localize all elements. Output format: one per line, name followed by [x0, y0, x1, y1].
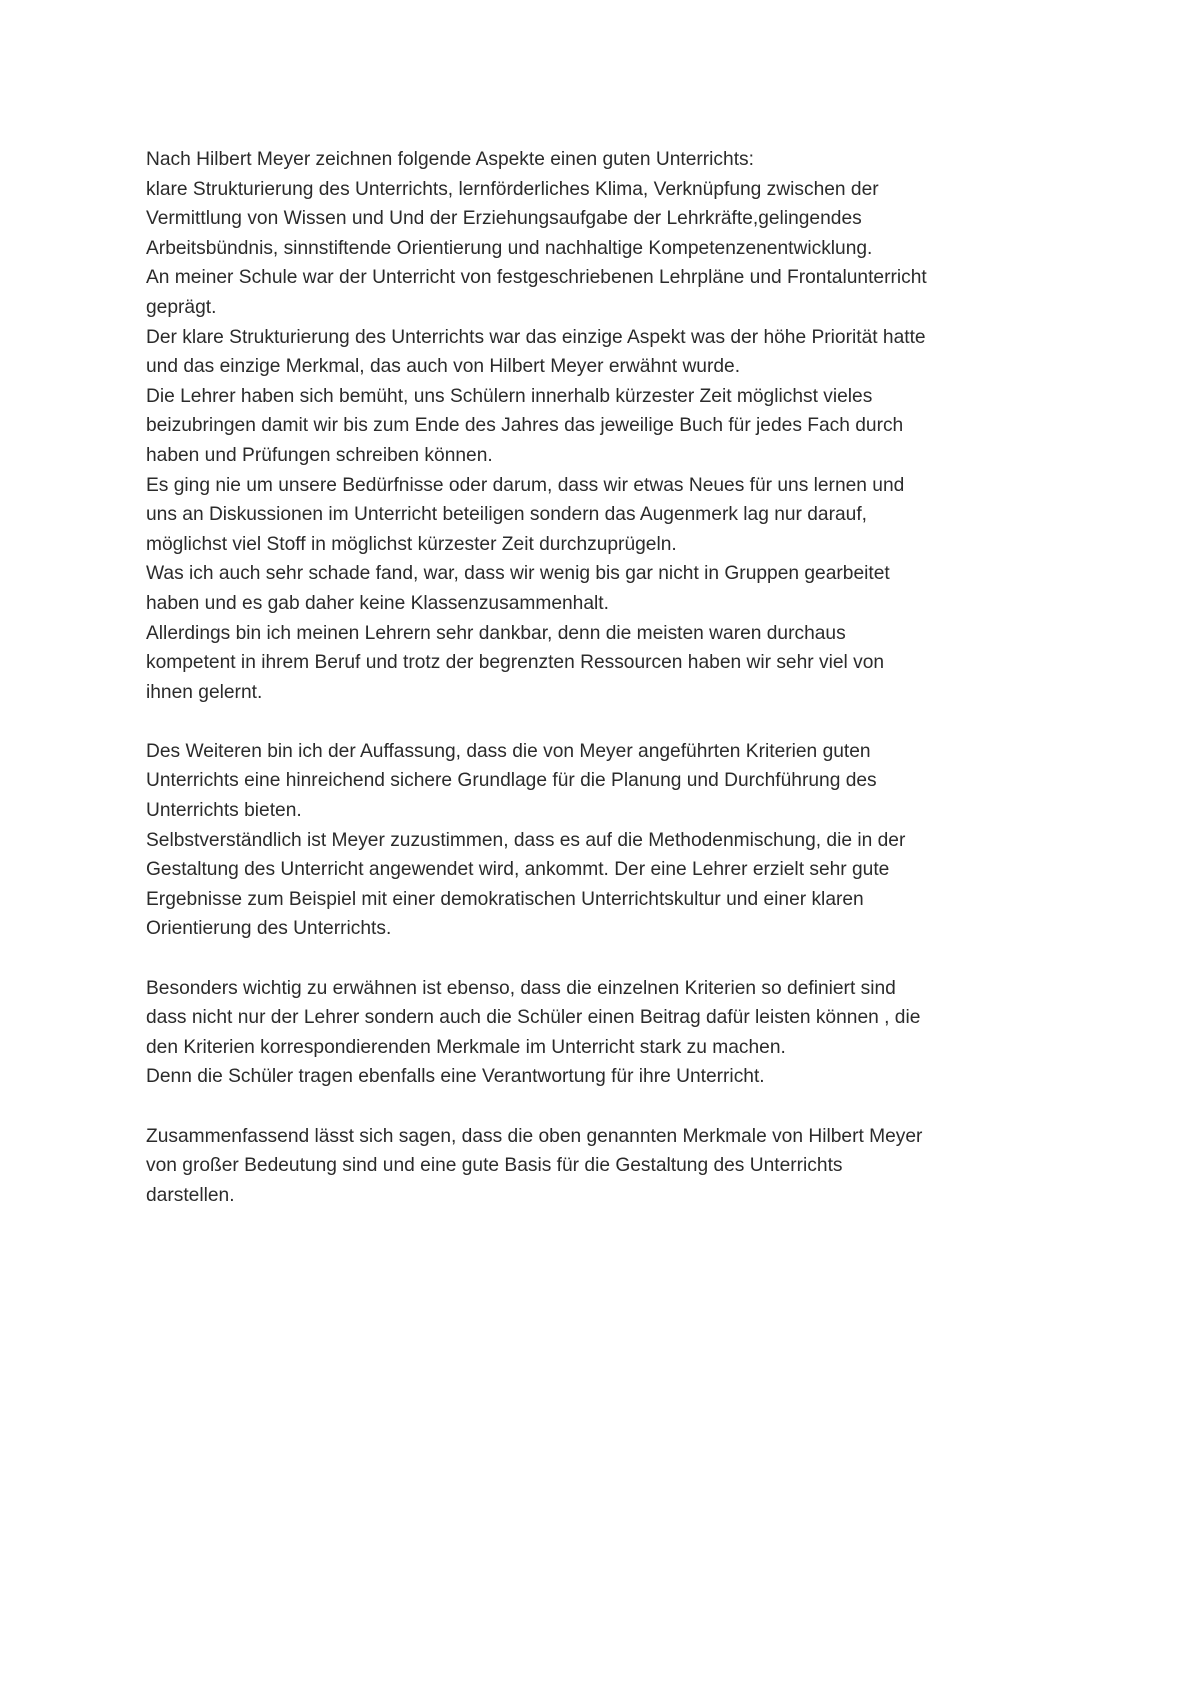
text-line: uns an Diskussionen im Unterricht beteiligen sondern das Augenmerk lag nur darauf,	[146, 504, 868, 526]
paragraph-conclusion	[146, 1122, 1066, 1211]
text-line: Vermittlung von Wissen und Und der Erziehungsaufgabe der Lehrkräfte,gelingendes	[146, 208, 862, 230]
text-line: Gestaltung des Unterricht angewendet wird, ankommt. Der eine Lehrer erzielt sehr gute	[146, 859, 890, 881]
text-line: darstellen.	[146, 1184, 235, 1206]
text-line: klare Strukturierung des Unterrichts, lernförderliches Klima, Verknüpfung zwischen der	[146, 178, 879, 200]
text-line: Ergebnisse zum Beispiel mit einer demokratischen Unterrichtskultur und einer klaren	[146, 888, 864, 910]
paragraph-gap	[146, 1092, 1066, 1122]
text-line: kompetent in ihrem Beruf und trotz der begrenzten Ressourcen haben wir sehr viel von	[146, 652, 885, 674]
paragraph-gap	[146, 707, 1066, 737]
text-line: Nach Hilbert Meyer zeichnen folgende Aspekte einen guten Unterrichts:	[146, 149, 754, 170]
text-line: Besonders wichtig zu erwähnen ist ebenso, dass die einzelnen Kriterien so definiert sind	[146, 977, 896, 999]
text-line: haben und es gab daher keine Klassenzusammenhalt.	[146, 592, 609, 614]
document-body	[146, 145, 1066, 1210]
text-line: haben und Prüfungen schreiben können.	[146, 444, 493, 466]
paragraph-criteria	[146, 974, 1066, 1092]
text-line: möglichst viel Stoff in möglichst kürzester Zeit durchzuprügeln.	[146, 533, 677, 555]
text-line: Was ich auch sehr schade fand, war, dass wir wenig bis gar nicht in Gruppen gearbeitet	[146, 563, 890, 585]
paragraph-assessment	[146, 737, 1066, 944]
text-line: ihnen gelernt.	[146, 681, 263, 703]
text-line: Denn die Schüler tragen ebenfalls eine Verantwortung für ihre Unterricht.	[146, 1066, 765, 1088]
text-line: den Kriterien korrespondierenden Merkmale im Unterricht stark zu machen.	[146, 1036, 786, 1058]
text-line: Unterrichts eine hinreichend sichere Grundlage für die Planung und Durchführung des	[146, 770, 877, 792]
text-line: Es ging nie um unsere Bedürfnisse oder darum, dass wir etwas Neues für uns lernen und	[146, 474, 905, 496]
text-line: dass nicht nur der Lehrer sondern auch die Schüler einen Beitrag dafür leisten können , die	[146, 1007, 921, 1029]
text-line: Arbeitsbündnis, sinnstiftende Orientierung und nachhaltige Kompetenzenentwicklung.	[146, 237, 873, 259]
text-line: Des Weiteren bin ich der Auffassung, dass die von Meyer angeführten Kriterien guten	[146, 740, 871, 762]
text-line: und das einzige Merkmal, das auch von Hilbert Meyer erwähnt wurde.	[146, 356, 741, 378]
text-line: Die Lehrer haben sich bemüht, uns Schülern innerhalb kürzester Zeit möglichst vieles	[146, 385, 873, 407]
paragraph-intro	[146, 145, 1066, 707]
paragraph-gap	[146, 944, 1066, 974]
text-line: von großer Bedeutung sind und eine gute Basis für die Gestaltung des Unterrichts	[146, 1155, 843, 1177]
text-line: Der klare Strukturierung des Unterrichts war das einzige Aspekt was der höhe Priorität hatte	[146, 326, 926, 348]
text-line: Zusammenfassend lässt sich sagen, dass die oben genannten Merkmale von Hilbert Meyer	[146, 1125, 923, 1147]
text-line: beizubringen damit wir bis zum Ende des Jahres das jeweilige Buch für jedes Fach durch	[146, 415, 904, 437]
text-line: Allerdings bin ich meinen Lehrern sehr dankbar, denn die meisten waren durchaus	[146, 622, 846, 644]
text-line: geprägt.	[146, 296, 217, 318]
text-line: Selbstverständlich ist Meyer zuzustimmen, dass es auf die Methodenmischung, die in der	[146, 829, 906, 851]
text-line: Orientierung des Unterrichts.	[146, 918, 392, 940]
text-line: Unterrichts bieten.	[146, 800, 302, 822]
text-line: An meiner Schule war der Unterricht von festgeschriebenen Lehrpläne und Frontalunterricht	[146, 267, 927, 289]
